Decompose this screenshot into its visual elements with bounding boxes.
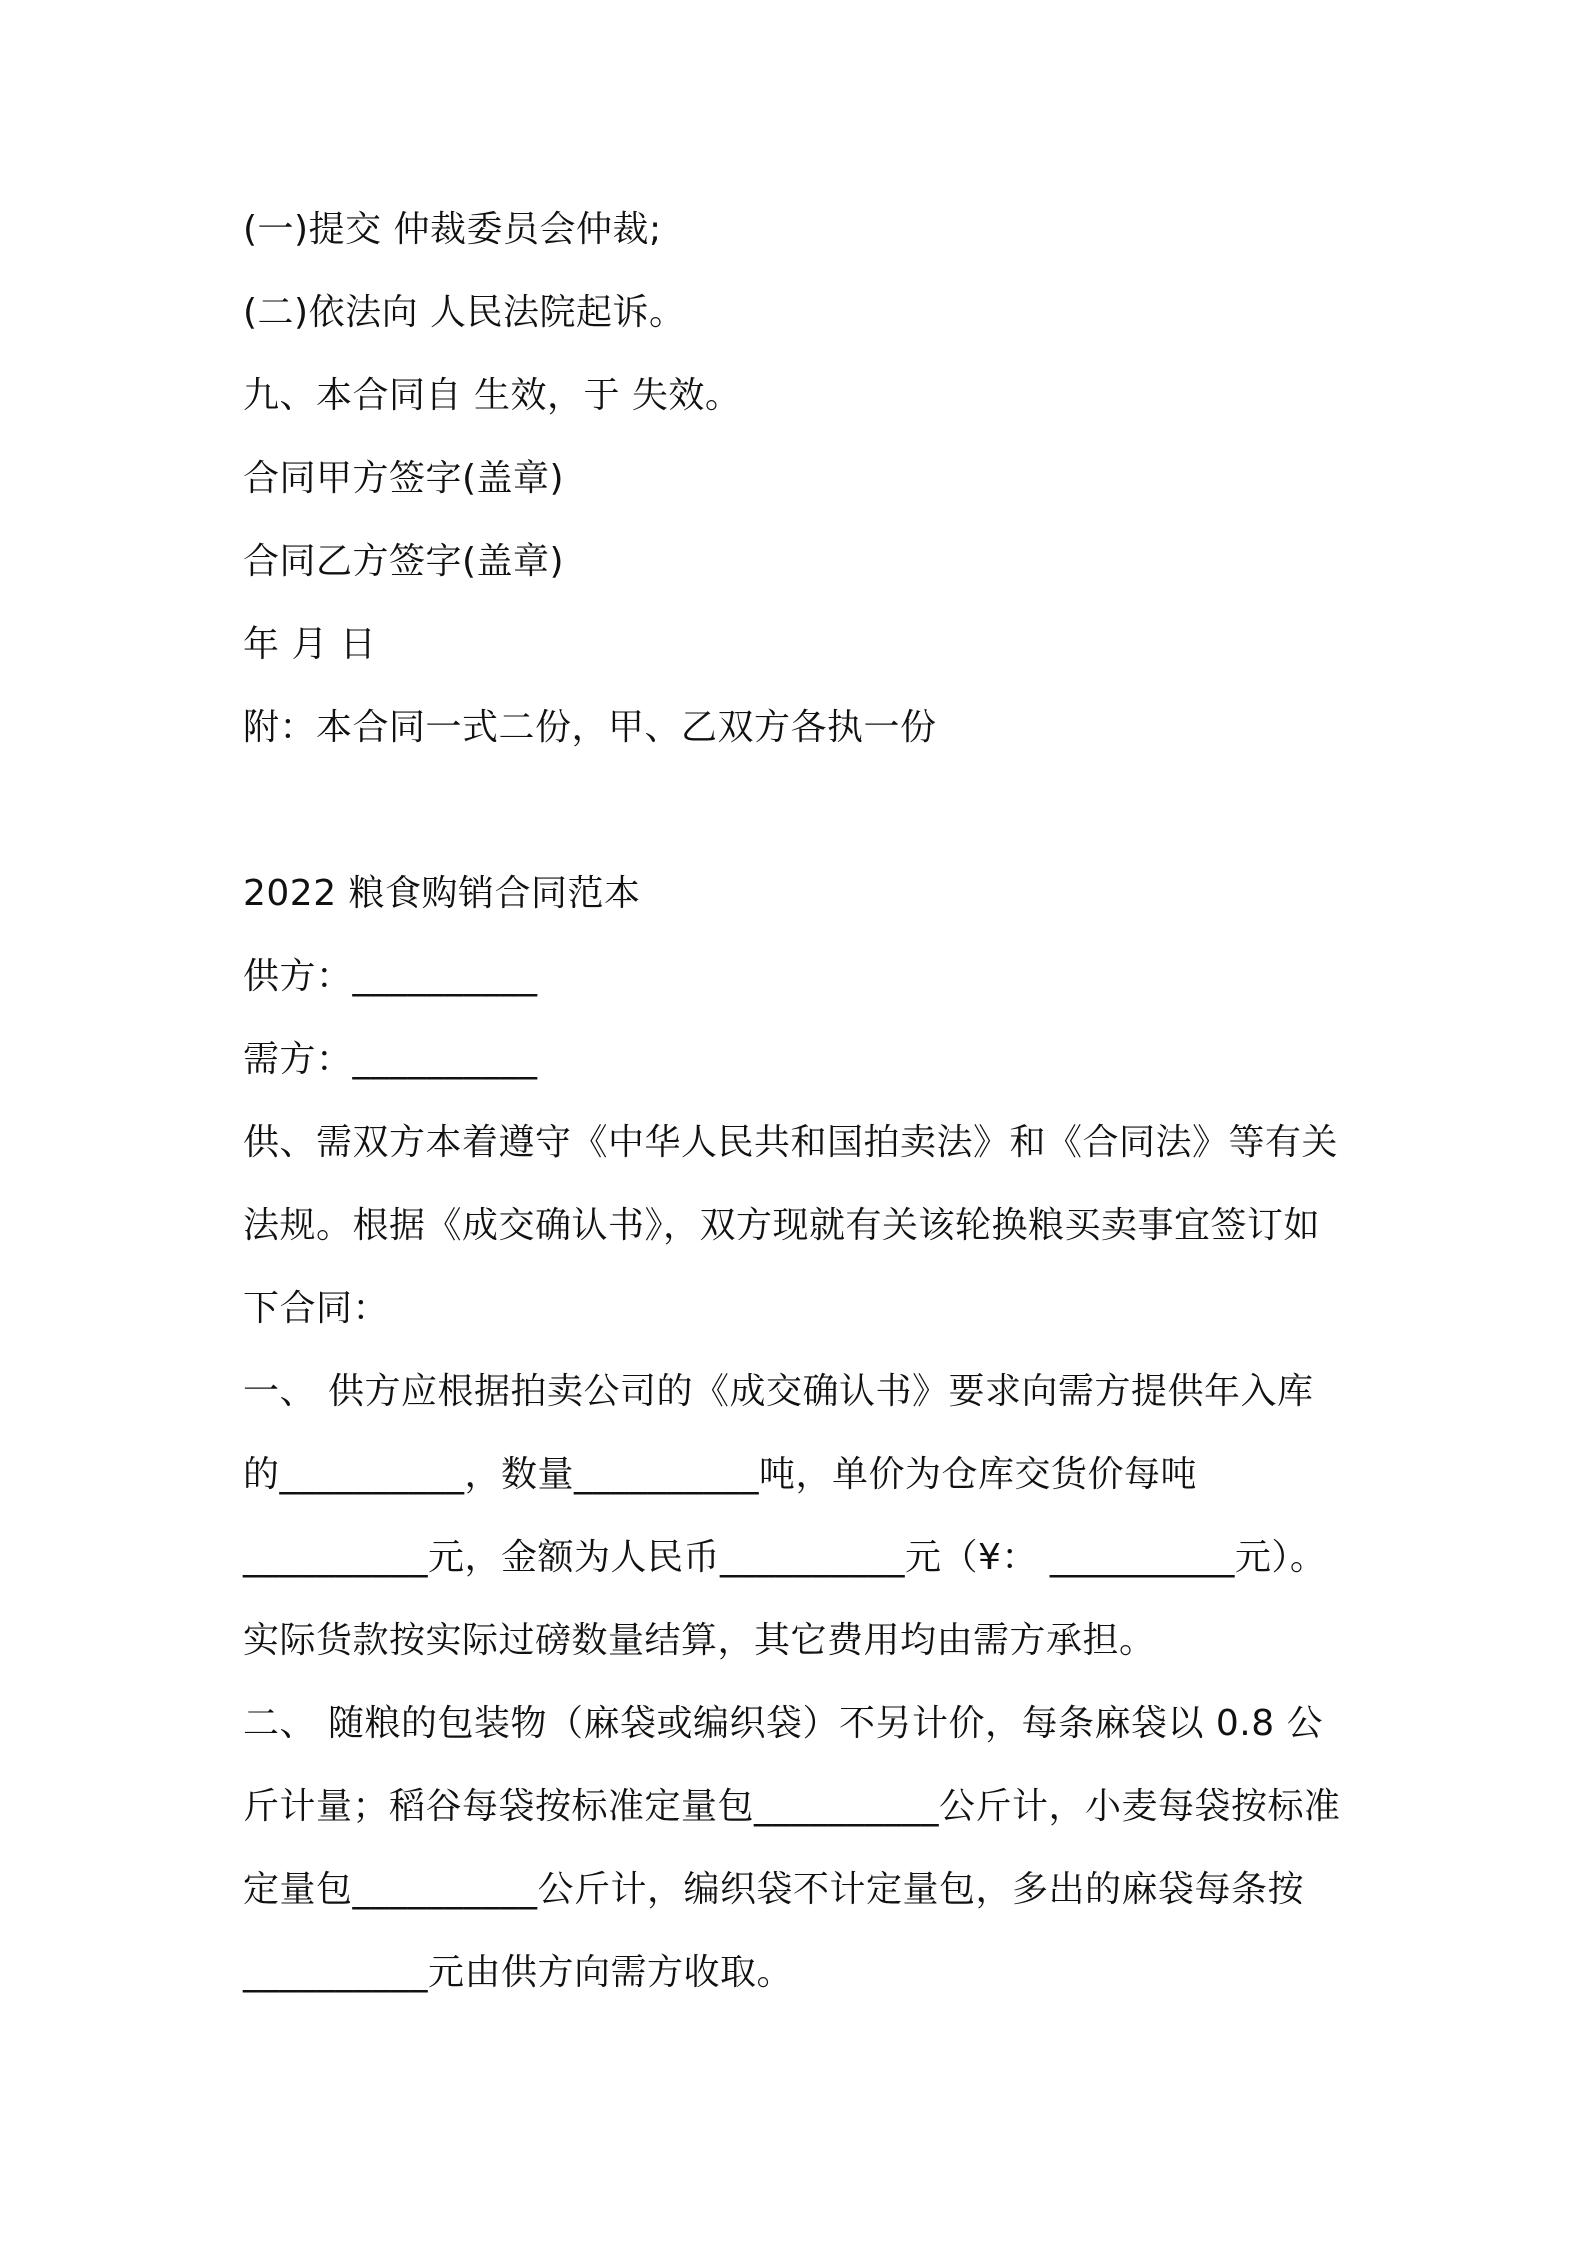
- clause-two-line-2: 斤计量；稻谷每袋按标准定量包__________公斤计，小麦每袋按标准: [243, 1786, 1341, 1827]
- party-b-signature: 合同乙方签字(盖章): [243, 541, 565, 582]
- clause-nine-effective: 九、本合同自 生效，于 失效。: [243, 375, 742, 416]
- clause-two-line-3: 定量包__________公斤计，编织袋不计定量包，多出的麻袋每条按: [243, 1869, 1305, 1910]
- buyer-line: 需方：__________: [243, 1039, 538, 1080]
- clause-court: (二)依法向 人民法院起诉。: [243, 292, 686, 333]
- supplier-line: 供方：__________: [243, 956, 538, 997]
- preamble-line-3: 下合同：: [243, 1288, 390, 1329]
- clause-one-line-3: __________元，金额为人民币__________元（¥： __________元）。: [243, 1537, 1327, 1578]
- date-line: 年 月 日: [243, 624, 377, 665]
- clause-two-line-1: 二、 随粮的包装物（麻袋或编织袋）不另计价，每条麻袋以 0.8 公: [243, 1703, 1324, 1744]
- party-a-signature: 合同甲方签字(盖章): [243, 458, 565, 499]
- clause-one-line-4: 实际货款按实际过磅数量结算，其它费用均由需方承担。: [243, 1620, 1156, 1661]
- appendix-note: 附：本合同一式二份，甲、乙双方各执一份: [243, 707, 937, 748]
- clause-one-line-2: 的__________，数量__________吨，单价为仓库交货价每吨: [243, 1454, 1198, 1495]
- clause-two-line-4: __________元由供方向需方收取。: [243, 1952, 794, 1993]
- preamble-line-2: 法规。根据《成交确认书》，双方现就有关该轮换粮买卖事宜签订如: [243, 1205, 1321, 1246]
- preamble-line-1: 供、需双方本着遵守《中华人民共和国拍卖法》和《合同法》等有关: [243, 1122, 1339, 1163]
- clause-arbitration: (一)提交 仲裁委员会仲裁;: [243, 209, 662, 250]
- clause-one-line-1: 一、 供方应根据拍卖公司的《成交确认书》要求向需方提供年入库: [243, 1371, 1314, 1412]
- contract-title: 2022 粮食购销合同范本: [243, 873, 641, 914]
